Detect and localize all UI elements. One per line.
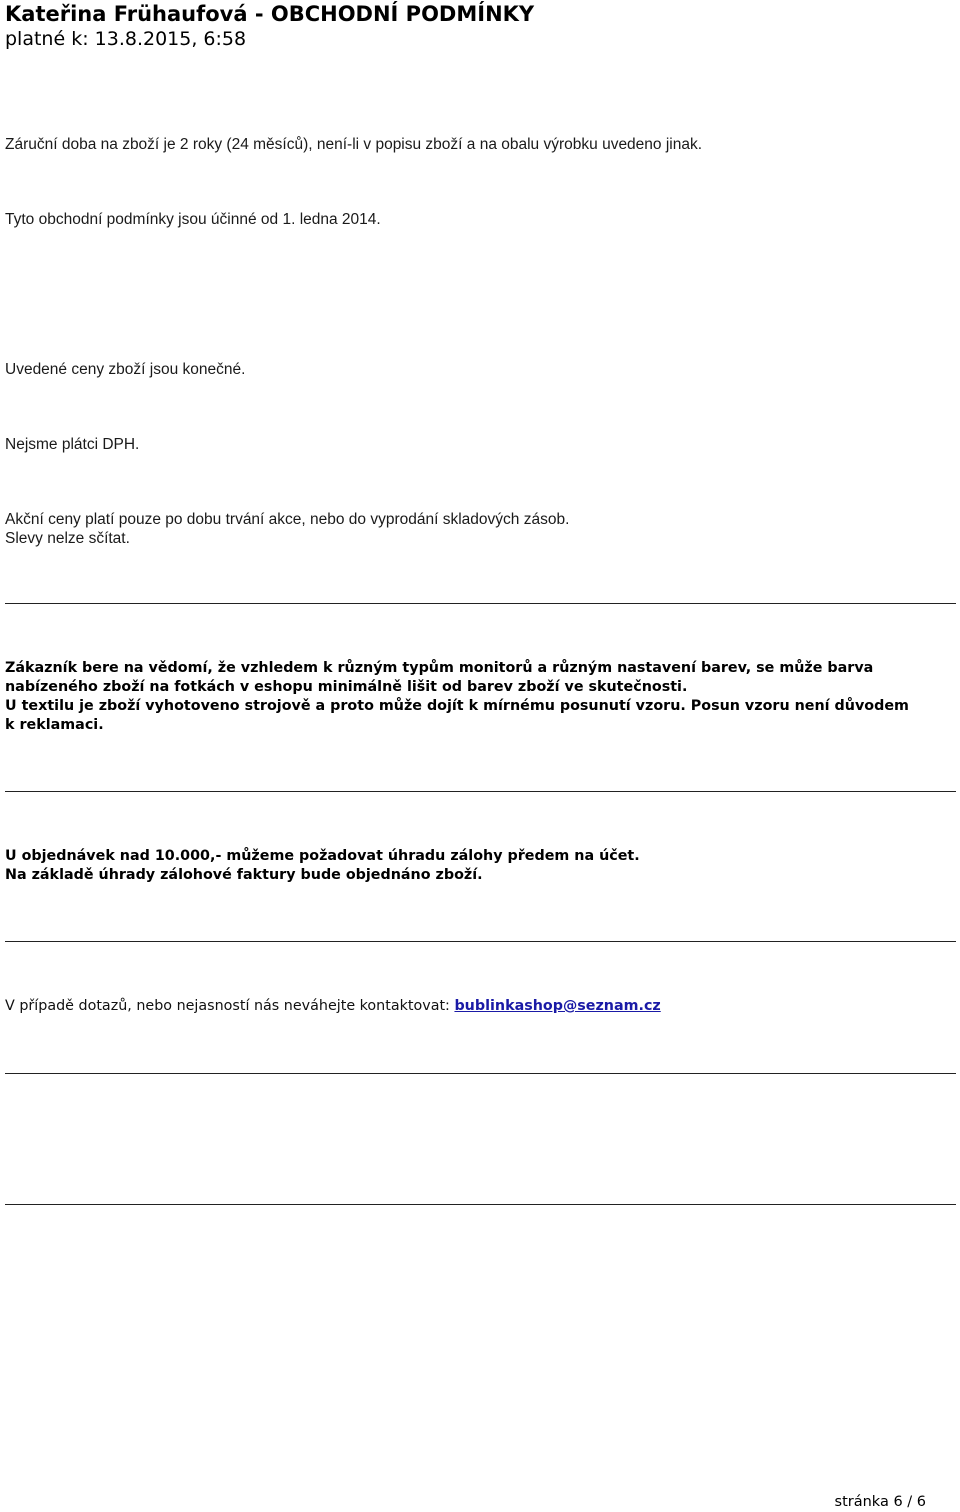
textile-notice-line-1: U textilu je zboží vyhotoveno strojově a proto může dojít k mírnému posunutí vzoru. Posun vzoru není důvodem [5,698,909,714]
no-vat-paragraph: Nejsme plátci DPH. [5,436,140,453]
section-divider [5,791,956,792]
final-prices-paragraph: Uvedené ceny zboží jsou konečné. [5,361,246,378]
no-combine-discounts-paragraph: Slevy nelze sčítat. [5,530,130,547]
deposit-notice-line-2: Na základě úhrady zálohové faktury bude objednáno zboží. [5,867,483,883]
section-divider [5,603,956,604]
color-notice-line-1: Zákazník bere na vědomí, že vzhledem k různým typům monitorů a různým nastavení barev, se může barva [5,660,874,676]
document-title: Kateřina Frühaufová - OBCHODNÍ PODMÍNKY [5,2,535,26]
contact-paragraph [5,997,661,1016]
warranty-paragraph: Záruční doba na zboží je 2 roky (24 měsíců), není-li v popisu zboží a na obalu výrobku uvedeno jinak. [5,136,703,153]
color-notice-line-2: nabízeného zboží na fotkách v eshopu minimálně lišit od barev zboží ve skutečnosti. [5,679,688,695]
textile-notice-line-2: k reklamaci. [5,717,104,733]
sale-prices-paragraph: Akční ceny platí pouze po dobu trvání akce, nebo do vyprodání skladových zásob. [5,511,570,528]
section-divider [5,941,956,942]
valid-from-date: platné k: 13.8.2015, 6:58 [5,28,247,50]
effective-date-paragraph: Tyto obchodní podmínky jsou účinné od 1. ledna 2014. [5,211,381,228]
contact-text: V případě dotazů, nebo nejasností nás neváhejte kontaktovat: [5,998,455,1014]
section-divider [5,1204,956,1205]
contact-email-link[interactable]: bublinkashop@seznam.cz [454,998,661,1014]
page-number: stránka 6 / 6 [834,1494,926,1510]
deposit-notice-line-1: U objednávek nad 10.000,- můžeme požadovat úhradu zálohy předem na účet. [5,848,640,864]
section-divider [5,1073,956,1074]
